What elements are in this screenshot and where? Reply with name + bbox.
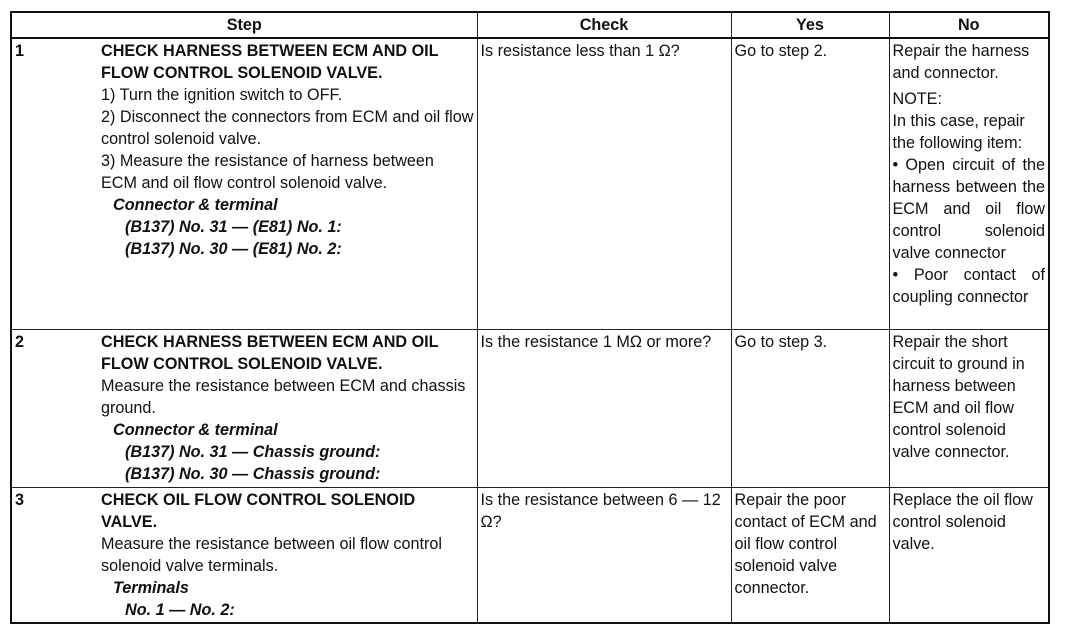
instruction: 1) Turn the ignition switch to OFF. [101,86,343,104]
no-cell [889,329,1049,487]
step-number: 2 [15,332,25,351]
step-cell [11,487,477,623]
no-text: Repair the harness and connector. [892,42,1030,82]
yes-cell [731,329,889,487]
no-text: Repair the short circuit to ground in harness between ECM and oil flow control solenoid valve connector. [892,332,1025,461]
check-cell [477,38,731,329]
terminal-heading: Terminals [113,578,189,597]
terminal-line: (B137) No. 31 — (E81) No. 1: [125,218,342,236]
yes-cell [731,487,889,623]
instruction: 3) Measure the resistance of harness between ECM and oil flow control solenoid valve. [101,152,434,192]
step-cell [11,329,477,487]
table-row [11,38,1049,329]
table-row [11,487,1049,623]
check-cell [477,487,731,623]
header-no: No [889,12,1049,38]
header-check: Check [477,12,731,38]
no-cell [889,38,1049,329]
terminal-heading: Connector & terminal [113,420,278,439]
step-cell [11,38,477,329]
step-number: 3 [15,490,25,509]
step-title: CHECK HARNESS BETWEEN ECM AND OIL FLOW CONTROL SOLENOID VALVE. [101,332,439,373]
instruction: Measure the resistance between ECM and chassis ground. [101,376,466,417]
terminal-line: (B137) No. 30 — (E81) No. 2: [125,240,342,258]
terminal-line: No. 1 — No. 2: [125,600,235,619]
step-title: CHECK OIL FLOW CONTROL SOLENOID VALVE. [101,490,416,531]
check-text: Is the resistance 1 MΩ or more? [480,332,712,351]
note-label: NOTE: [892,90,942,108]
no-text: Replace the oil flow control solenoid valve. [892,490,1033,553]
yes-text: Repair the poor contact of ECM and oil flow control solenoid valve connector. [734,490,877,597]
step-number: 1 [15,42,25,60]
instruction: Measure the resistance between oil flow control solenoid valve terminals. [101,534,443,575]
table-row [11,329,1049,487]
yes-cell [731,38,889,329]
terminal-heading: Connector & terminal [113,196,278,214]
no-cell [889,487,1049,623]
header-step: Step [11,12,477,38]
note-bullet: • Poor contact of coupling connector [892,266,1045,306]
check-cell [477,329,731,487]
diagnostic-table-container [10,11,1050,624]
yes-text: Go to step 2. [734,42,828,60]
header-row [11,12,1049,38]
note-bullet: • Open circuit of the harness between the ECM and oil flow control solenoid valve connector [892,156,1045,262]
instruction: 2) Disconnect the connectors from ECM and oil flow control solenoid valve. [101,108,474,148]
yes-text: Go to step 3. [734,332,828,351]
terminal-line: (B137) No. 30 — Chassis ground: [125,464,381,483]
step-title: CHECK HARNESS BETWEEN ECM AND OIL FLOW CONTROL SOLENOID VALVE. [101,42,439,82]
header-yes: Yes [731,12,889,38]
diagnostic-table [10,11,1050,624]
check-text: Is resistance less than 1 Ω? [480,42,680,60]
check-text: Is the resistance between 6 — 12 Ω? [480,490,721,531]
terminal-line: (B137) No. 31 — Chassis ground: [125,442,381,461]
note-text: In this case, repair the following item: [892,112,1025,152]
